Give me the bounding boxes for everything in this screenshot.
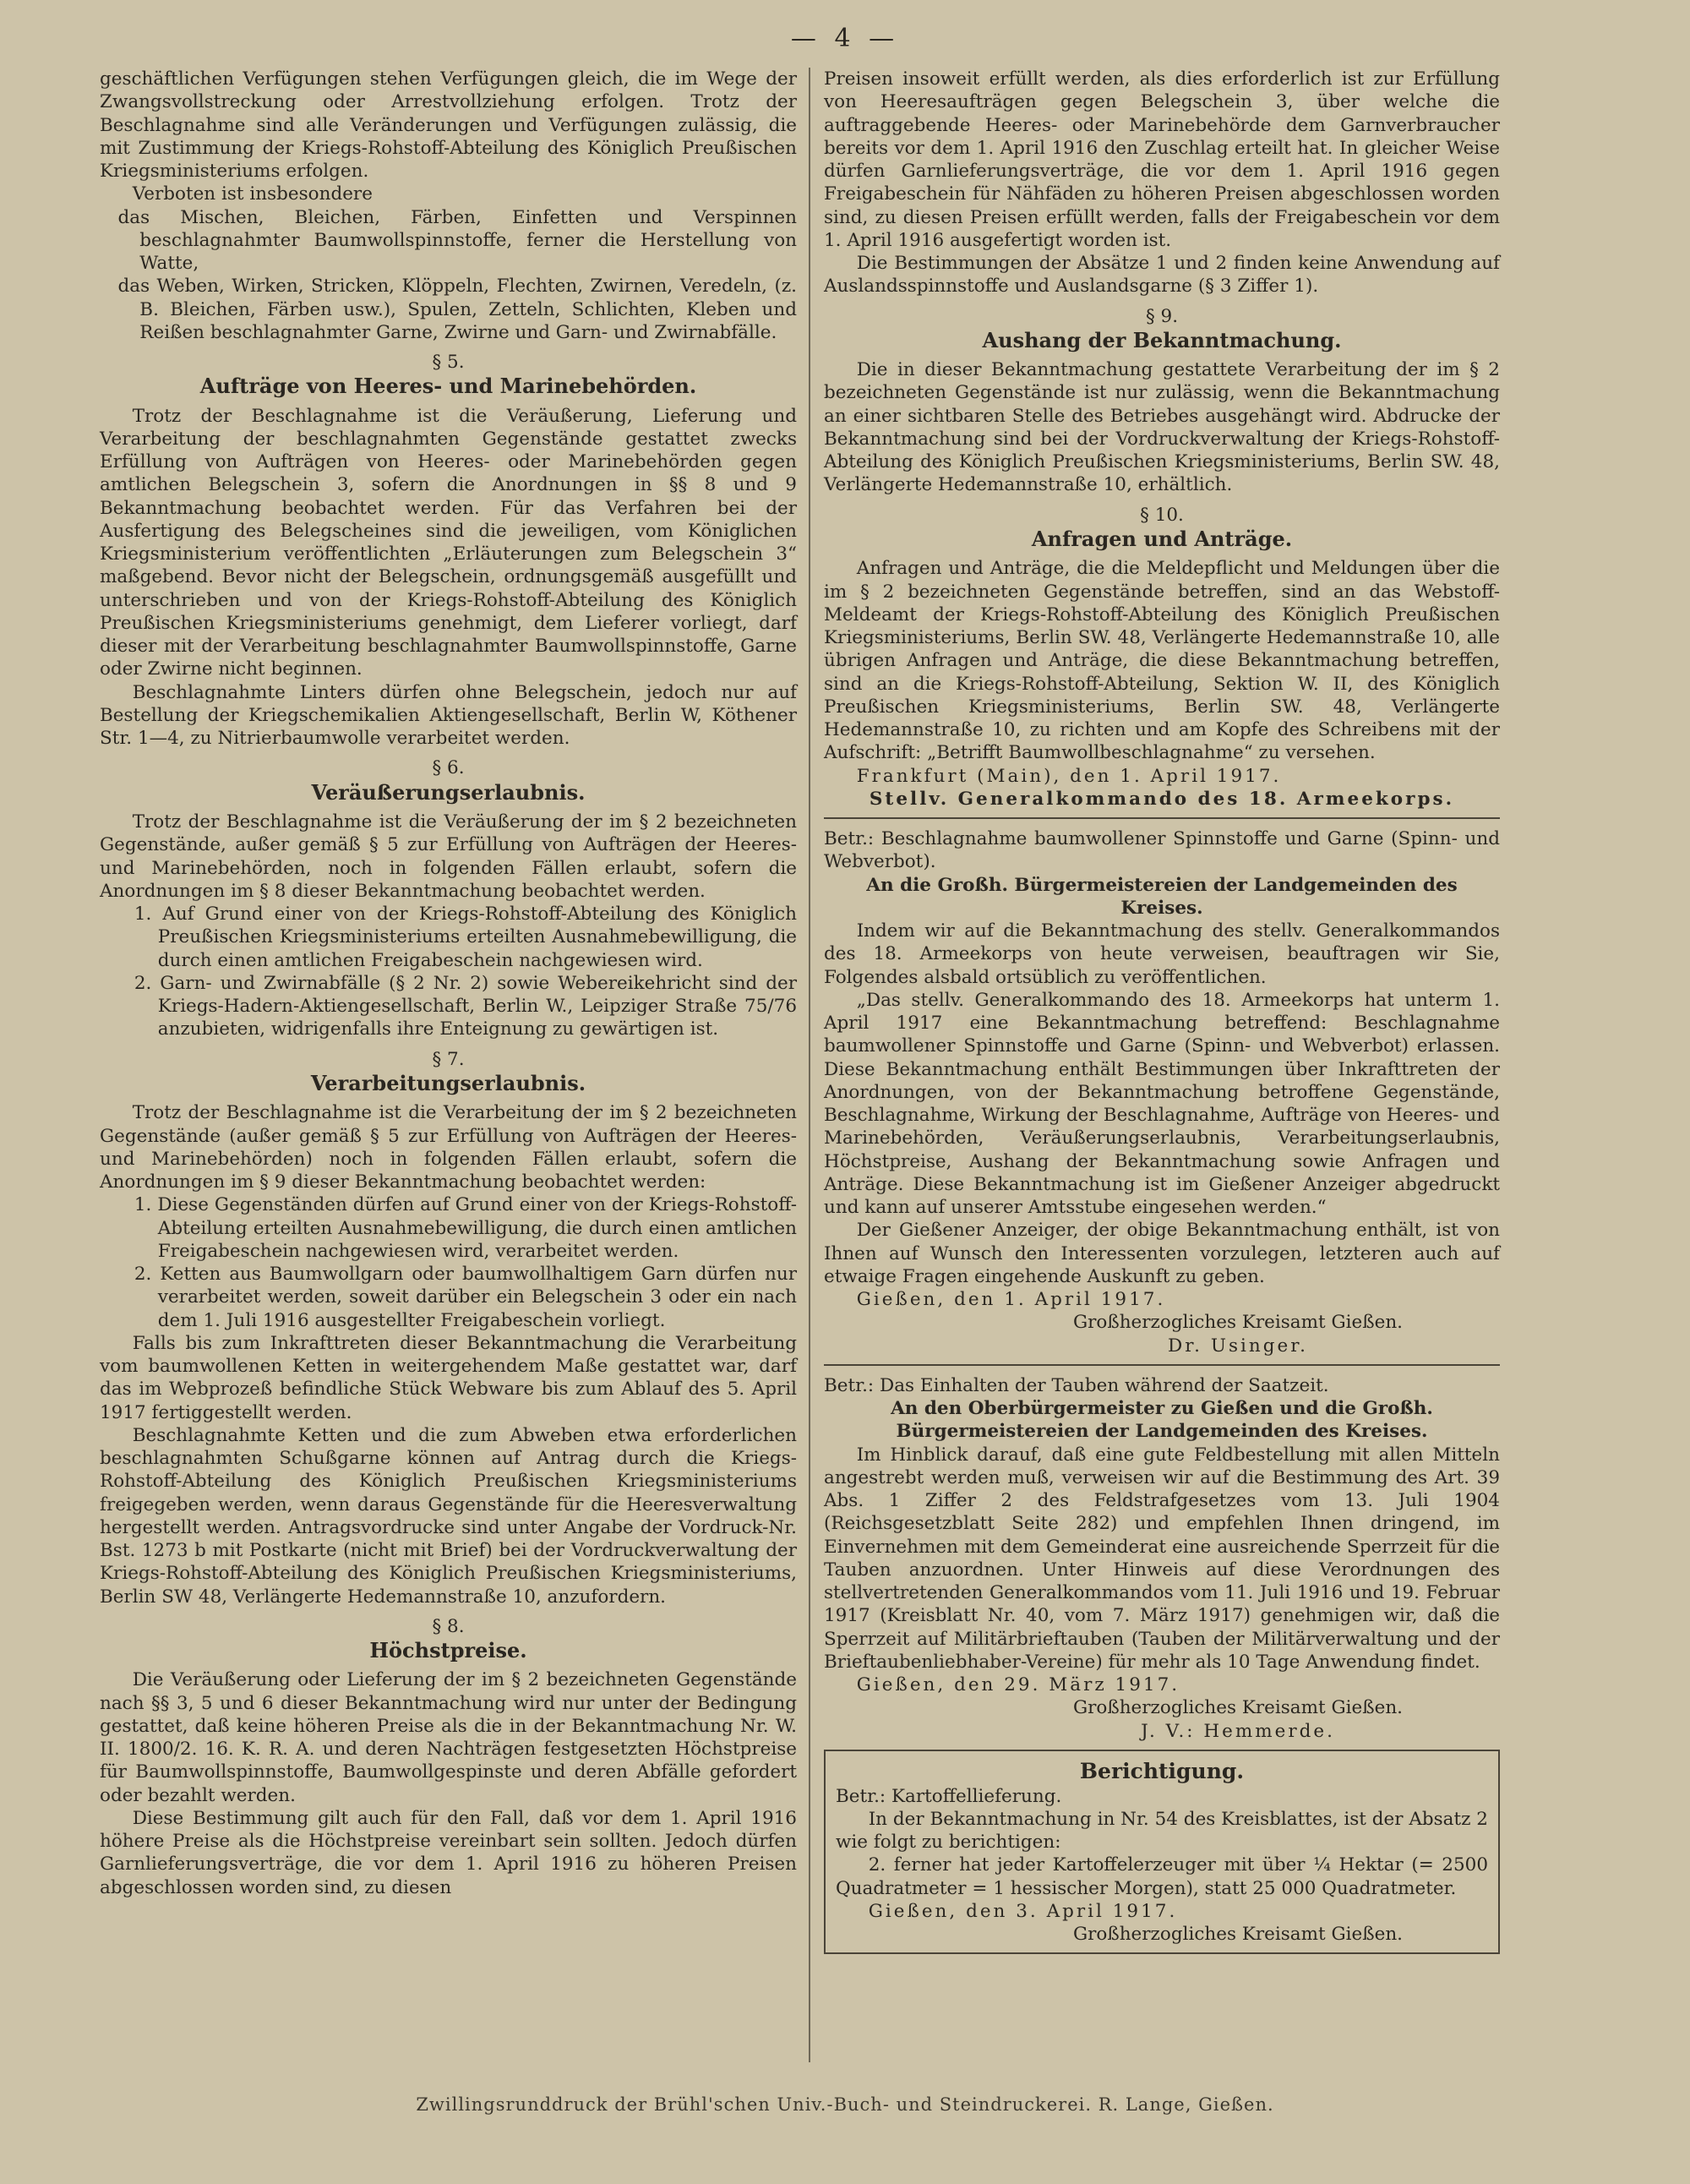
section-10-title: Anfragen und Anträge. (1031, 526, 1293, 551)
section-9-number: § 9. (1145, 305, 1179, 327)
notice-2-office: Großherzogliches Kreisamt Gießen. (1072, 1697, 1404, 1719)
section-6-title: Veräußerungserlaubnis. (311, 779, 586, 805)
notice-2-signatory: J. V.: Hemmerde. (1141, 1720, 1335, 1742)
section-8-title: Höchstpreise. (369, 1638, 527, 1663)
section-7-item-1: 1. Diese Gegenständen dürfen auf Grund einer von der Kriegs-Rohstoff-Abteilung erteilten Ausnahmebewilligung, die durch einen amtlichen Freigabeschein nachgewiesen wird, verarbeitet werden. (134, 1194, 797, 1262)
correction-paragraph-1: In der Bekanntmachung in Nr. 54 des Kreisblattes, ist der Absatz 2 wie folgt zu berichtigen: (836, 1808, 1488, 1854)
page-number: — 4 — (790, 24, 900, 53)
notice-1-recipient: An die Großh. Bürgermeistereien der Landgemeinden des Kreises. (866, 874, 1458, 919)
section-9-title: Aushang der Bekanntmachung. (982, 327, 1342, 352)
correction-box (824, 1750, 1500, 1954)
section-7-title: Verarbeitungserlaubnis. (310, 1070, 586, 1095)
column-divider (809, 68, 810, 2062)
left-column (100, 68, 797, 1899)
section-6-item-2: 2. Garn- und Zwirnabfälle (§ 2 Nr. 2) sowie Webereikehricht sind der Kriegs-Hadern-Aktiengesellschaft, Berlin W., Leipziger Straße 75/76 anzubieten, widrigenfalls ihre Enteignung zu gewärtigen ist. (134, 972, 797, 1040)
notice-1-subject: Betr.: Beschlagnahme baumwollener Spinnstoffe und Garne (Spinn- und Webverbot). (824, 828, 1500, 873)
intro-forbidden-heading: Verboten ist insbesondere (132, 183, 373, 205)
section-10-number: § 10. (1140, 504, 1184, 526)
section-8-paragraph-3: Die Bestimmungen der Absätze 1 und 2 finden keine Anwendung auf Auslandsspinnstoffe und Auslandsgarne (§ 3 Ziffer 1). (824, 253, 1500, 298)
notice-1-paragraph-3: Der Gießener Anzeiger, der obige Bekanntmachung enthält, ist von Ihnen auf Wunsch den Interessenten vorzulegen, letzteren auch auf etwaige Fragen eingehende Auskunft zu geben. (824, 1220, 1500, 1287)
notice-2-subject: Betr.: Das Einhalten der Tauben während der Saatzeit. (824, 1374, 1329, 1396)
section-8-paragraph-1: Die Veräußerung oder Lieferung der im § 2 bezeichneten Gegenstände nach §§ 3, 5 und 6 dieser Bekanntmachung wird nur unter der Bedingung gestattet, daß keine höheren Preise als die in der Bekanntmachung Nr. W. II. 1800/2. 16. K. R. A. und deren Nachträgen festgesetzten Höchstpreise für Baumwollspinnstoffe, Baumwollgespinste und deren Abfälle gefordert oder bezahlt werden. (100, 1669, 797, 1806)
correction-paragraph-2: 2. ferner hat jeder Kartoffelerzeuger mit über ¼ Hektar (= 2500 Quadratmeter = 1 hessischer Morgen), statt 25 000 Quadratmeter. (836, 1854, 1488, 1899)
section-10-signature: Stellv. Generalkommando des 18. Armeekorps. (869, 788, 1455, 810)
section-7-paragraph-3: Beschlagnahmte Ketten und die zum Abweben etwa erforderlichen beschlagnahmten Schußgarne können auf Antrag durch die Kriegs-Rohstoff-Abteilung des Königlich Preußischen Kriegsministeriums freigegeben werden, wenn daraus Gegenstände für die Heeresverwaltung hergestellt werden. Antragsvordrucke sind unter Angabe der Vordruck-Nr. Bst. 1273 b mit Postkarte (nicht mit Brief) bei der Vordruckverwaltung der Kriegs-Rohstoff-Abteilung des Königlich Preußischen Kriegsministeriums, Berlin SW 48, Verlängerte Hedemannstraße 10, anzufordern. (100, 1424, 797, 1608)
divider-line (824, 817, 1500, 819)
section-5-paragraph-1: Trotz der Beschlagnahme ist die Veräußerung, Lieferung und Verarbeitung der beschlagnahmten Gegenstände gestattet zwecks Erfüllung von Aufträgen von Heeres- oder Marinebehörden gegen amtlichen Belegschein 3, sofern die Anordnungen in §§ 8 und 9 Bekanntmachung beobachtet werden. Für das Verfahren bei der Ausfertigung des Belegscheines sind die jeweiligen, vom Königlichen Kriegsministerium veröffentlichten „Erläuterungen zum Belegschein 3“ maßgebend. Bevor nicht der Belegschein, ordnungsgemäß ausgefüllt und unterschrieben und von der Kriegs-Rohstoff-Abteilung des Königlich Preußischen Kriegsministeriums genehmigt, dem Lieferer vorliegt, darf dieser mit der Verarbeitung beschlagnahmter Baumwollspinnstoffe, Garne oder Zwirne nicht beginnen. (100, 405, 797, 680)
section-6-item-1: 1. Auf Grund einer von der Kriegs-Rohstoff-Abteilung des Königlich Preußischen Kriegsministeriums erteilten Ausnahmebewilligung, die durch einen amtlichen Freigabeschein nachgewiesen wird. (134, 904, 797, 971)
section-8-paragraph-2: Diese Bestimmung gilt auch für den Fall, daß vor dem 1. April 1916 höhere Preise als die Höchstpreise vereinbart sein sollten. Jedoch dürfen Garnlieferungsverträge, die vor dem 1. April 1916 zu höheren Preisen abgeschlossen worden sind, zu diesen (100, 1807, 797, 1898)
correction-office: Großherzogliches Kreisamt Gießen. (1072, 1924, 1404, 1946)
section-7-item-2: 2. Ketten aus Baumwollgarn oder baumwollhaltigem Garn dürfen nur verarbeitet werden, soweit darüber ein Belegschein 3 oder ein nach dem 1. Juli 1916 ausgestellter Freigabeschein vorliegt. (134, 1264, 797, 1331)
section-6-paragraph-1: Trotz der Beschlagnahme ist die Veräußerung der im § 2 bezeichneten Gegenstände, außer gemäß § 5 zur Erfüllung von Aufträgen der Heeres- und Marinebehörden, noch in folgenden Fällen erlaubt, sofern die Anordnungen im § 8 dieser Bekanntmachung beobachtet werden. (100, 811, 797, 902)
correction-title: Berichtigung. (1079, 1758, 1245, 1783)
printer-imprint: Zwillingsrunddruck der Brühl'schen Univ.-Buch- und Steindruckerei. R. Lange, Gießen. (416, 2094, 1274, 2115)
intro-forbidden-item-2: das Weben, Wirken, Stricken, Klöppeln, Flechten, Zwirnen, Veredeln, (z. B. Bleichen, Färben usw.), Spulen, Zetteln, Schlichten, Kleben und Reißen beschlagnahmter Garne, Zwirne und Garn- und Zwirnabfälle. (117, 276, 797, 343)
correction-place-date: Gießen, den 3. April 1917. (868, 1900, 1178, 1922)
section-10-place-date: Frankfurt (Main), den 1. April 1917. (856, 765, 1282, 787)
correction-subject: Betr.: Kartoffellieferung. (836, 1785, 1062, 1807)
section-5-number: § 5. (432, 352, 465, 373)
notice-2-place-date: Gießen, den 29. März 1917. (856, 1674, 1180, 1696)
section-8-continuation: Preisen insoweit erfüllt werden, als dies erforderlich ist zur Erfüllung von Heeresaufträgen gegen Belegschein 3, über welche die auftraggebende Heeres- oder Marinebehörde dem Garnverbraucher bereits vor dem 1. April 1916 den Zuschlag erteilt hat. In gleicher Weise dürfen Garnlieferungsverträge, die vor dem 1. April 1916 gegen Freigabeschein für Nähfäden zu höheren Preisen abgeschlossen worden sind, zu diesen Preisen erfüllt werden, falls der Freigabeschein vor dem 1. April 1916 ausgefertigt worden ist. (824, 68, 1500, 251)
intro-forbidden-item-1: das Mischen, Bleichen, Färben, Einfetten und Verspinnen beschlagnahmter Baumwollspinnstoffe, ferner die Herstellung von Watte, (117, 206, 797, 274)
section-5-paragraph-2: Beschlagnahmte Linters dürfen ohne Belegschein, jedoch nur auf Bestellung der Kriegschemikalien Aktiengesellschaft, Berlin W, Köthener Str. 1—4, zu Nitrierbaumwolle verarbeitet werden. (100, 681, 797, 750)
divider-line (824, 1364, 1500, 1366)
intro-paragraph: geschäftlichen Verfügungen stehen Verfügungen gleich, die im Wege der Zwangsvollstreckung oder Arrestvollziehung erfolgen. Trotz der Beschlagnahme sind alle Veränderungen und Verfügungen zulässig, die mit Zustimmung der Kriegs-Rohstoff-Abteilung des Königlich Preußischen Kriegsministeriums erfolgen. (100, 68, 797, 182)
section-10-paragraph-1: Anfragen und Anträge, die die Meldepflicht und Meldungen über die im § 2 bezeichneten Gegenstände betreffen, sind an das Webstoff-Meldeamt der Kriegs-Rohstoff-Abteilung des Königlich Preußischen Kriegsministeriums, Berlin SW. 48, Verlängerte Hedemannstraße 10, alle übrigen Anfragen und Anträge, die diese Bekanntmachung betreffen, sind an die Kriegs-Rohstoff-Abteilung, Sektion W. II, des Königlich Preußischen Kriegsministeriums, Berlin SW. 48, Verlängerte Hedemannstraße 10, zu richten und am Kopfe des Schreibens mit der Aufschrift: „Betrifft Baumwollbeschlagnahme“ zu versehen. (824, 558, 1500, 764)
notice-1-office: Großherzogliches Kreisamt Gießen. (1072, 1312, 1404, 1334)
right-column (824, 68, 1500, 1954)
section-5-title: Aufträge von Heeres- und Marinebehörden. (199, 374, 697, 399)
section-6-number: § 6. (432, 757, 465, 779)
section-7-paragraph-2: Falls bis zum Inkrafttreten dieser Bekanntmachung die Verarbeitung vom baumwollenen Ketten in weitergehendem Maße gestattet war, darf das im Webprozeß befindliche Stück Webware bis zum Ablauf des 5. April 1917 fertiggestellt werden. (100, 1332, 797, 1423)
notice-2-recipient: An den Oberbürgermeister zu Gießen und die Großh. Bürgermeistereien der Landgemeinden des Kreises. (891, 1398, 1433, 1443)
notice-1-place-date: Gießen, den 1. April 1917. (856, 1289, 1166, 1311)
notice-1-paragraph-1: Indem wir auf die Bekanntmachung des stellv. Generalkommandos des 18. Armeekorps von heute verweisen, beauftragen wir Sie, Folgendes alsbald ortsüblich zu veröffentlichen. (824, 920, 1500, 988)
section-9-paragraph-1: Die in dieser Bekanntmachung gestattete Verarbeitung der im § 2 bezeichneten Gegenstände ist nur zulässig, wenn die Bekanntmachung an einer sichtbaren Stelle des Betriebes ausgehängt wird. Abdrucke der Bekanntmachung sind bei der Vordruckverwaltung der Kriegs-Rohstoff-Abteilung des Königlich Preußischen Kriegsministeriums, Berlin SW. 48, Verlängerte Hedemannstraße 10, erhältlich. (824, 359, 1500, 496)
section-8-number: § 8. (432, 1615, 465, 1637)
notice-2-paragraph-1: Im Hinblick darauf, daß eine gute Feldbestellung mit allen Mitteln angestrebt werden muß, verweisen wir auf die Bestimmung des Art. 39 Abs. 1 Ziffer 2 des Feldstrafgesetzes vom 13. Juli 1904 (Reichsgesetzblatt Seite 282) und empfehlen Ihnen dringend, im Einvernehmen mit dem Gemeinderat eine ausreichende Sperrzeit für die Tauben anzuordnen. Unter Hinweis auf diese Verordnungen des stellvertretenden Generalkommandos vom 11. Juli 1916 und 19. Februar 1917 (Kreisblatt Nr. 40, vom 7. März 1917) genehmigen wir, daß die Sperrzeit auf Militärbrieftauben (Tauben der Militärverwaltung und der Brieftaubenliebhaber-Vereine) für mehr als 10 Tage Anwendung findet. (824, 1444, 1500, 1673)
notice-1-paragraph-2: „Das stellv. Generalkommando des 18. Armeekorps hat unterm 1. April 1917 eine Bekanntmachung betreffend: Beschlagnahme baumwollener Spinnstoffe und Garne (Spinn- und Webverbot) erlassen. Diese Bekanntmachung enthält Bestimmungen über Inkrafttreten der Anordnungen, von der Bekanntmachung betroffene Gegenstände, Beschlagnahme, Wirkung der Beschlagnahme, Aufträge von Heeres- und Marinebehörden, Veräußerungserlaubnis, Verarbeitungserlaubnis, Höchstpreise, Aushang der Bekanntmachung sowie Anfragen und Anträge. Diese Bekanntmachung ist im Gießener Anzeiger abgedruckt und kann auf unserer Amtsstube eingesehen werden.“ (824, 989, 1500, 1219)
section-7-number: § 7. (432, 1048, 465, 1070)
section-7-paragraph-1: Trotz der Beschlagnahme ist die Verarbeitung der im § 2 bezeichneten Gegenstände (außer gemäß § 5 zur Erfüllung von Aufträgen der Heeres- und Marinebehörden) noch in folgenden Fällen erlaubt, sofern die Anordnungen im § 9 dieser Bekanntmachung beobachtet werden: (100, 1102, 797, 1193)
notice-1-signatory: Dr. Usinger. (1168, 1335, 1308, 1357)
